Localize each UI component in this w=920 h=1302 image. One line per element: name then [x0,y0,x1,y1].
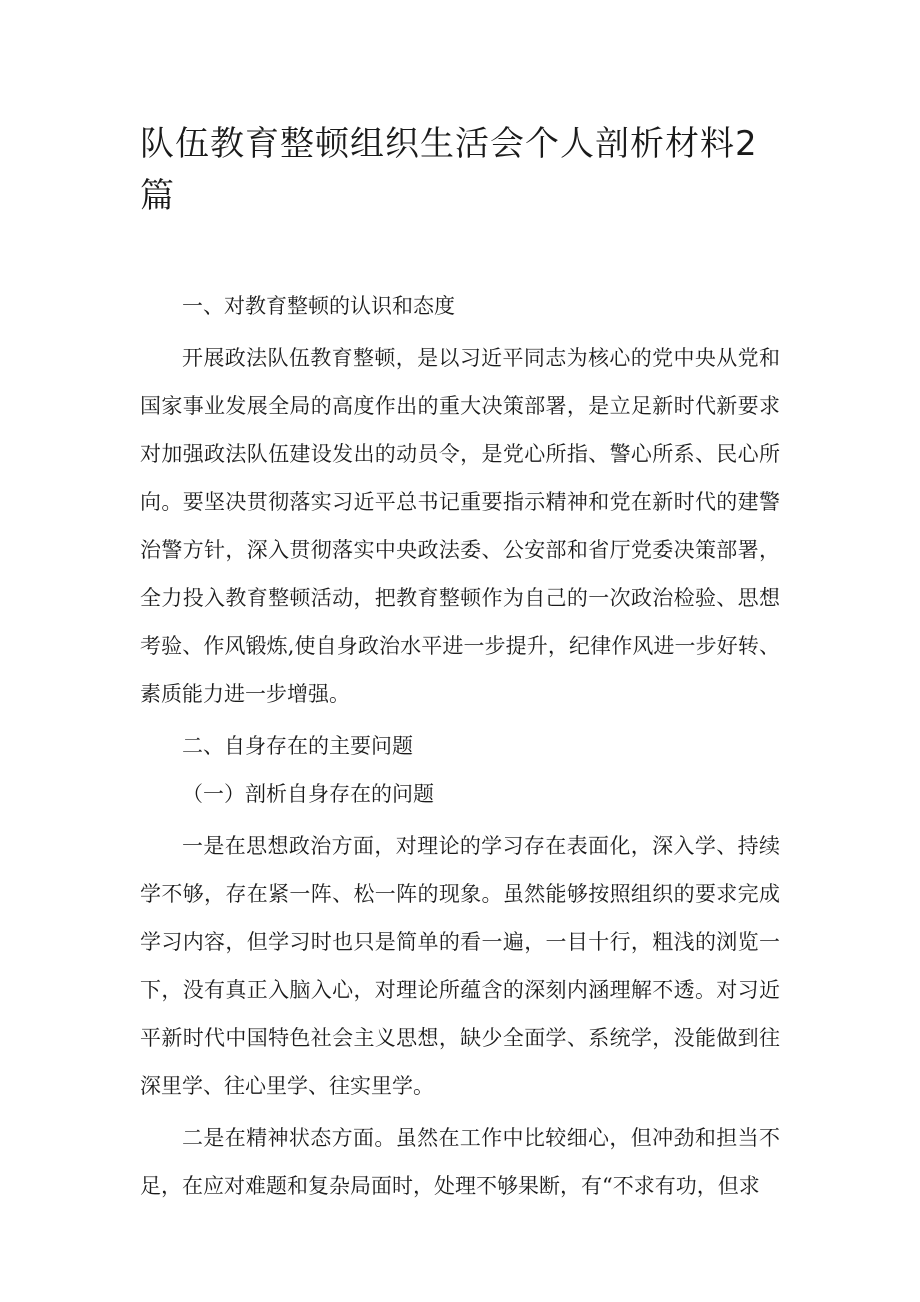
section-heading-1: 一、对教育整顿的认识和态度 [182,294,455,318]
subsection-heading-1: （一）剖析自身存在的问题 [182,782,434,806]
section-heading-2: 二、自身存在的主要问题 [182,734,413,758]
paragraph-3: 二是在精神状态方面。虽然在工作中比较细心，但冲劲和担当不足，在应对难题和复杂局面时，处理不够果断，有“不求有功，但求 [140,1126,780,1198]
document-body [140,282,780,1210]
paragraph-2: 一是在思想政治方面，对理论的学习存在表面化，深入学、持续学不够，存在紧一阵、松一阵的现象。虽然能够按照组织的要求完成学习内容，但学习时也只是简单的看一遍，一目十行，粗浅的浏览一下，没有真正入脑入心，对理论所蕴含的深刻内涵理解不透。对习近平新时代中国特色社会主义思想，缺少全面学、系统学，没能做到往深里学、往心里学、往实里学。 [140,834,780,1098]
paragraph-1: 开展政法队伍教育整顿，是以习近平同志为核心的党中央从党和国家事业发展全局的高度作出的重大决策部署，是立足新时代新要求对加强政法队伍建设发出的动员令，是党心所指、警心所系、民心所向。要坚决贯彻落实习近平总书记重要指示精神和党在新时代的建警治警方针，深入贯彻落实中央政法委、公安部和省厅党委决策部署，全力投入教育整顿活动，把教育整顿作为自己的一次政治检验、思想考验、作风锻炼,使自身政治水平进一步提升，纪律作风进一步好转、素质能力进一步增强。 [140,346,780,706]
document-title: 队伍教育整顿组织生活会个人剖析材料2篇 [140,124,758,216]
